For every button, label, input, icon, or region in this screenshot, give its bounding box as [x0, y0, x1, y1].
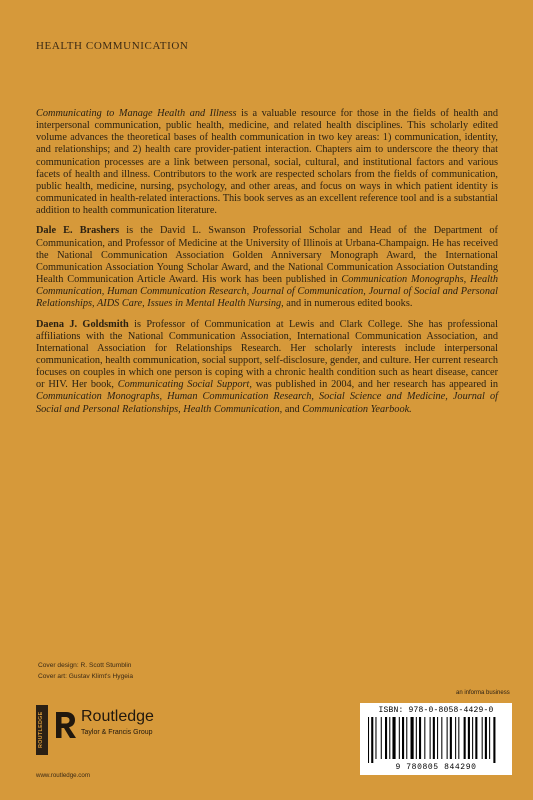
publisher-name: Routledge: [81, 708, 154, 725]
routledge-r-icon: [54, 709, 78, 739]
bio-text: was published in 2004, and her research has appeared in: [251, 379, 498, 391]
author-name-brashers: Dale E. Brashers: [36, 225, 120, 237]
publisher-subtitle: Taylor & Francis Group: [81, 729, 153, 736]
isbn-label: ISBN: 978-0-8058-4429-0: [378, 706, 494, 715]
bio-text: and in numerous edited books.: [283, 298, 413, 310]
informa-label: an informa business: [456, 690, 510, 696]
journal-list: Communication Monographs, Human Communication Research, Social Science and Medicine, Journal of Social and Personal Relationships, Health Communication,: [36, 391, 498, 415]
series-title: HEALTH COMMUNICATION: [36, 40, 189, 52]
book-description: [36, 108, 498, 217]
bio-text: is Professor of Communication at Lewis and Clark College. She has professional affiliations with the National Communication Association, International Communication Association, and International Association for Relationships Research. Her scholarly interests include interpersonal communication, health communication, social support, self-disclosure, gender, and culture. Her current research focuses on couples in which one person is coping with a chronic health condition such as heart disease, cancer or HIV. Her book,: [36, 318, 498, 391]
bio-text: and: [282, 403, 303, 415]
publisher-logo: [36, 705, 176, 765]
bio-text: is the David L. Swanson Professorial Scholar and Head of the Department of Communication, and Professor of Medicine at the University of Illinois at Urbana-Champaign. He has received the National Communication Association Golden Anniversary Monograph Award, the International Communication Association Young Scholar Award, and the National Communication Association Outstanding Health Communication Article Award. His work has been published in: [36, 225, 498, 286]
book-title: Communicating to Manage Health and Illness: [36, 108, 237, 119]
cover-credits: [38, 660, 133, 682]
description-text: is a valuable resource for those in the fields of health and interpersonal communication, public health, medicine, and related health disciplines. This scholarly edited volume advances the theoretical bases of health communication in two key areas: 1) communication, identity, and relationships; and 2) health care provider-patient interaction. Chapters aim to underscore the theory that communication processes are a link between personal, social, cultural, and institutional factors and various facets of health and illness. Contributors to the work are respected scholars from the fields of communication, public health, medicine, nursing, psychology, and other areas, and focus on ways in which patient identity is communicated in health-related interactions. This book serves as an excellent reference tool and is a substantial addition to health communication literature.: [36, 108, 499, 217]
routledge-side-bar: [36, 705, 48, 755]
barcode-icon: [366, 717, 506, 763]
author-bio-brashers: [36, 225, 498, 310]
publisher-url: www.routledge.com: [36, 772, 90, 779]
journal-list: Communication Monographs, Health Communication, Human Communication Research, Journal of Communication, Journal of Social and Personal Relationships, AIDS Care, Issues in Mental Health Nursing,: [36, 274, 498, 310]
author-bio-goldsmith: [36, 319, 498, 416]
barcode-panel: [360, 703, 512, 775]
cover-design-credit: Cover design: R. Scott Stumblin: [38, 662, 132, 669]
barcode-digits: 9 780805 844290: [395, 763, 477, 772]
journal-list: Communication Yearbook.: [302, 403, 412, 415]
side-label: ROUTLEDGE: [38, 711, 44, 749]
cover-art-credit: Cover art: Gustav Klimt's Hygeia: [38, 673, 134, 680]
cover-text: [36, 108, 498, 424]
book-title-social-support: Communicating Social Support,: [117, 379, 252, 391]
author-name-goldsmith: Daena J. Goldsmith: [36, 318, 129, 330]
